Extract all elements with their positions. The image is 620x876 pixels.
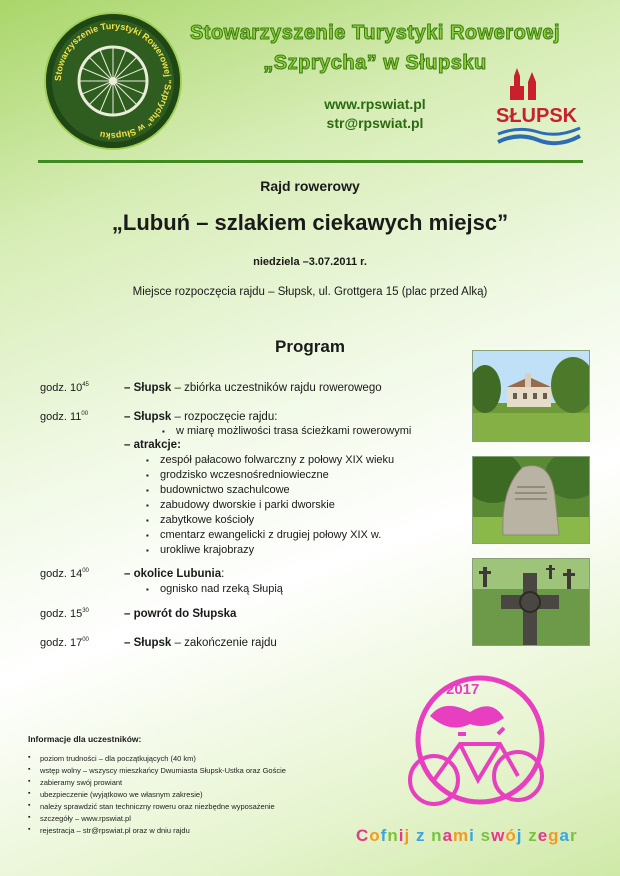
slogan-letter: a <box>442 826 454 845</box>
program-item-3: – okolice Lubunia: <box>124 568 225 580</box>
time-3: godz. $14^{00}$ <box>40 568 89 580</box>
cemetery-cross-photo <box>472 558 590 646</box>
start-place: Miejsce rozpoczęcia rajdu – Słupsk, ul. Grottgera 15 (plac przed Alką) <box>132 286 488 298</box>
attraction-item: ▪ zabytkowe kościoły <box>160 514 254 526</box>
header-divider <box>38 160 583 163</box>
slogan-letter: ó <box>505 826 517 845</box>
program-heading: Program <box>275 337 345 356</box>
info-item: ▪ ubezpieczenie (wyjątkowo we własnym zakresie) <box>40 790 203 799</box>
org-title-line2: „Szprycha” w Słupsku <box>263 52 487 74</box>
event-title: „Lubuń – szlakiem ciekawych miejsc” <box>111 210 509 235</box>
program-item-5: – Słupsk – zakończenie rajdu <box>124 637 277 649</box>
info-item: ▪ rejestracja – str@rpswiat.pl oraz w dniu rajdu <box>40 826 190 835</box>
bicycle-icon <box>400 668 550 818</box>
city-skyline-icon <box>488 50 588 150</box>
slogan-letter: i <box>398 826 405 845</box>
logo-ring-text: Stowarzyszenie Turystyki Rowerowej "Szprycha" w Słupsku <box>52 20 174 142</box>
email-link[interactable]: str@rpswiat.pl <box>326 115 424 131</box>
city-logo-text: SŁUPSK <box>496 105 578 127</box>
slogan-letter: g <box>548 826 560 845</box>
time-2: godz. $11^{00}$ <box>40 411 89 423</box>
slogan-letter: i <box>469 826 475 845</box>
info-item: ▪ wstęp wolny – wszyscy mieszkańcy Dwumiasta Słupsk-Ustka oraz Goście <box>40 766 286 775</box>
memorial-stone-photo <box>472 456 590 544</box>
info-item: ▪ poziom trudności – dla początkujących (40 km) <box>40 754 196 763</box>
event-subtitle: Rajd rowerowy <box>260 178 360 194</box>
campaign-logo <box>400 668 550 818</box>
slogan-letter: e <box>537 826 549 845</box>
slupsk-city-logo <box>488 50 588 150</box>
attraction-item: ▪ grodzisko wczesnośredniowieczne <box>160 469 329 481</box>
info-heading: Informacje dla uczestników: <box>28 734 142 744</box>
slogan-letter: m <box>453 826 470 845</box>
info-item: ▪ należy sprawdzić stan techniczny roweru oraz niezbędne wyposażenie <box>40 802 275 811</box>
attraction-item: ▪ budownictwo szachulcowe <box>160 484 290 496</box>
event-date: niedziela –3.07.2011 r. <box>253 256 367 268</box>
program-item-4: – powrót do Słupska <box>124 608 237 620</box>
attraction-item: ▪ urokliwe krajobrazy <box>160 544 254 556</box>
attraction-item: ▪ zespół pałacowo folwarczny z połowy XIX wieku <box>160 454 394 466</box>
time-5: godz. $17^{00}$ <box>40 637 89 649</box>
slogan-letter: s <box>480 826 492 845</box>
attraction-item: ▪ cmentarz ewangelicki z drugiej połowy XIX w. <box>160 529 381 541</box>
org-title-line1: Stowarzyszenie Turystyki Rowerowej <box>189 22 561 44</box>
slogan-letter: z <box>415 826 426 845</box>
palace-photo <box>472 350 590 442</box>
info-item: ▪ szczegóły – www.rpswiat.pl <box>40 814 131 823</box>
attractions-label: – atrakcje: <box>124 439 181 451</box>
time-4: godz. $15^{30}$ <box>40 608 89 620</box>
slogan-letter: n <box>387 826 399 845</box>
campaign-slogan <box>356 826 578 846</box>
slogan-letter: z <box>528 826 538 845</box>
slogan-letter: f <box>380 826 388 845</box>
slogan-letter: n <box>431 826 443 845</box>
slogan-letter: j <box>516 826 523 845</box>
slogan-letter: w <box>491 826 506 845</box>
program-item-2: – Słupsk – rozpoczęcie rajdu: <box>124 411 278 423</box>
slogan-letter: j <box>404 826 411 845</box>
slogan-letter: o <box>369 826 381 845</box>
slogan-letter: C <box>356 826 370 845</box>
slogan-letter: r <box>570 826 578 845</box>
slogan-letter: a <box>559 826 571 845</box>
route-note: ▪ w miarę możliwości trasa ścieżkami rowerowymi <box>176 425 411 437</box>
program-item-1: – Słupsk – zbiórka uczestników rajdu rowerowego <box>124 382 382 394</box>
campaign-year: 2017 <box>446 681 480 698</box>
time-1: godz. $10^{45}$ <box>40 382 89 394</box>
bonfire-item: ▪ ognisko nad rzeką Słupią <box>160 583 283 595</box>
attraction-item: ▪ zabudowy dworskie i parki dworskie <box>160 499 335 511</box>
info-item: ▪ zabieramy swój prowiant <box>40 778 122 787</box>
website-link[interactable]: www.rpswiat.pl <box>324 96 426 112</box>
